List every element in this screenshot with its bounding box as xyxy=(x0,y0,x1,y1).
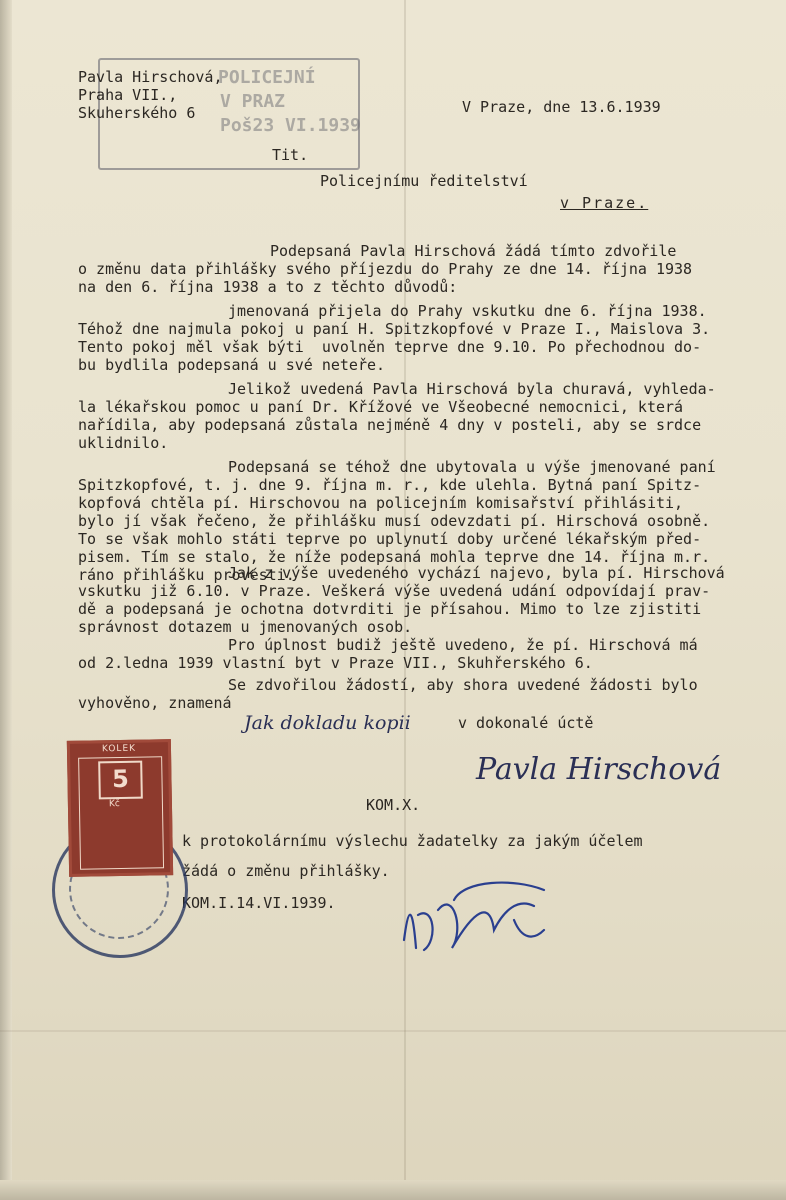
applicant-signature: Pavla Hirschová xyxy=(476,752,722,787)
body-line: To se však mohlo státi teprve po uplynutí doby určené lékařským před- xyxy=(78,530,702,548)
revenue-stamp-value: 5 xyxy=(98,761,143,800)
paper-edge-bottom xyxy=(0,1180,786,1200)
stamp-line: V PRAZ xyxy=(220,91,286,112)
body-line: bylo jí však řečeno, že přihlášku musí odevzdati pí. Hirschová osobně. xyxy=(78,512,711,530)
body-line: nařídila, aby podepsaná zůstala nejméně 4 dny v posteli, aby se srdce xyxy=(78,416,702,434)
body-line: Podepsaná se téhož dne ubytovala u výše jmenované paní xyxy=(228,458,716,476)
official-date: KOM.I.14.VI.1939. xyxy=(182,894,336,912)
body-line: Jelikož uvedená Pavla Hirschová byla churavá, vyhleda- xyxy=(228,380,716,398)
body-line: uklidnilo. xyxy=(78,434,169,452)
body-line: Tento pokoj měl však býti uvolněn teprve dne 9.10. Po přechodnou do- xyxy=(78,338,702,356)
revenue-stamp xyxy=(67,739,173,877)
body-line: Téhož dne najmula pokoj u paní H. Spitzkopfové v Praze I., Maislova 3. xyxy=(78,320,711,338)
stamp-line: Poš23 VI.1939 xyxy=(220,115,361,136)
body-line: ráno přihlášku provésti. xyxy=(78,566,295,584)
closing: v dokonalé úctě xyxy=(458,714,594,732)
body-line: Podepsaná Pavla Hirschová žádá tímto zdvořile xyxy=(270,242,677,260)
body-line: dě a podepsaná je ochotna dotvrditi je přísahou. Mimo to lze zjistiti xyxy=(78,600,702,618)
body-line: od 2.ledna 1939 vlastní byt v Praze VII., Skuhřerského 6. xyxy=(78,654,593,672)
sender-street: Skuherského 6 xyxy=(78,104,196,122)
revenue-stamp-currency: Kč xyxy=(108,799,120,810)
body-line: správnost dotazem u jmenovaných osob. xyxy=(78,618,413,636)
body-line: Spitzkopfové, t. j. dne 9. října m. r., kde ulehla. Bytná paní Spitz- xyxy=(78,476,702,494)
body-line: kopfová chtěla pí. Hirschovou na policejním komisařství přihlásiti, xyxy=(78,494,684,512)
revenue-stamp-label: KOLEK xyxy=(101,743,137,755)
office-mark: KOM.X. xyxy=(366,796,421,814)
paper-edge-left xyxy=(0,0,12,1200)
body-line: jmenovaná přijela do Prahy vskutku dne 6. října 1938. xyxy=(228,302,707,320)
handwritten-note: Jak dokladu kopii xyxy=(244,712,411,734)
body-line: Se zdvořilou žádostí, aby shora uvedené žádosti bylo xyxy=(228,676,698,694)
recipient-city: v Praze. xyxy=(560,194,649,212)
official-note-line: žádá o změnu přihlášky. xyxy=(182,862,390,880)
body-line: vyhověno, znamená xyxy=(78,694,232,712)
sender-city: Praha VII., xyxy=(78,86,178,104)
body-line: Pro úplnost budiž ještě uvedeno, že pí. Hirschová má xyxy=(228,636,698,654)
official-signature xyxy=(394,870,574,980)
body-line: vskutku již 6.10. v Praze. Veškerá výše uvedená udání odpovídají prav- xyxy=(78,582,711,600)
place-date: V Praze, dne 13.6.1939 xyxy=(462,98,661,116)
body-line: pisem. Tím se stalo, že níže podepsaná mohla teprve dne 14. října m.r. xyxy=(78,548,711,566)
stamp-line: POLICEJNÍ xyxy=(218,67,316,88)
body-line: Jak z výše uvedeného vychází najevo, byla pí. Hirschová xyxy=(228,564,725,582)
body-line: la lékařskou pomoc u paní Dr. Křížové ve Všeobecné nemocnici, která xyxy=(78,398,684,416)
body-line: o změnu data přihlášky svého příjezdu do Prahy ze dne 14. října 1938 xyxy=(78,260,693,278)
sender-name: Pavla Hirschová, xyxy=(78,68,223,86)
fold-line-horizontal xyxy=(0,1030,786,1032)
recipient-office: Policejnímu ředitelství xyxy=(320,172,528,190)
official-note-line: k protokolárnímu výslechu žadatelky za jakým účelem xyxy=(182,832,643,850)
body-line: na den 6. října 1938 a to z těchto důvodů: xyxy=(78,278,458,296)
body-line: bu bydlila podepsaná u své neteře. xyxy=(78,356,386,374)
salutation: Tit. xyxy=(272,146,309,164)
